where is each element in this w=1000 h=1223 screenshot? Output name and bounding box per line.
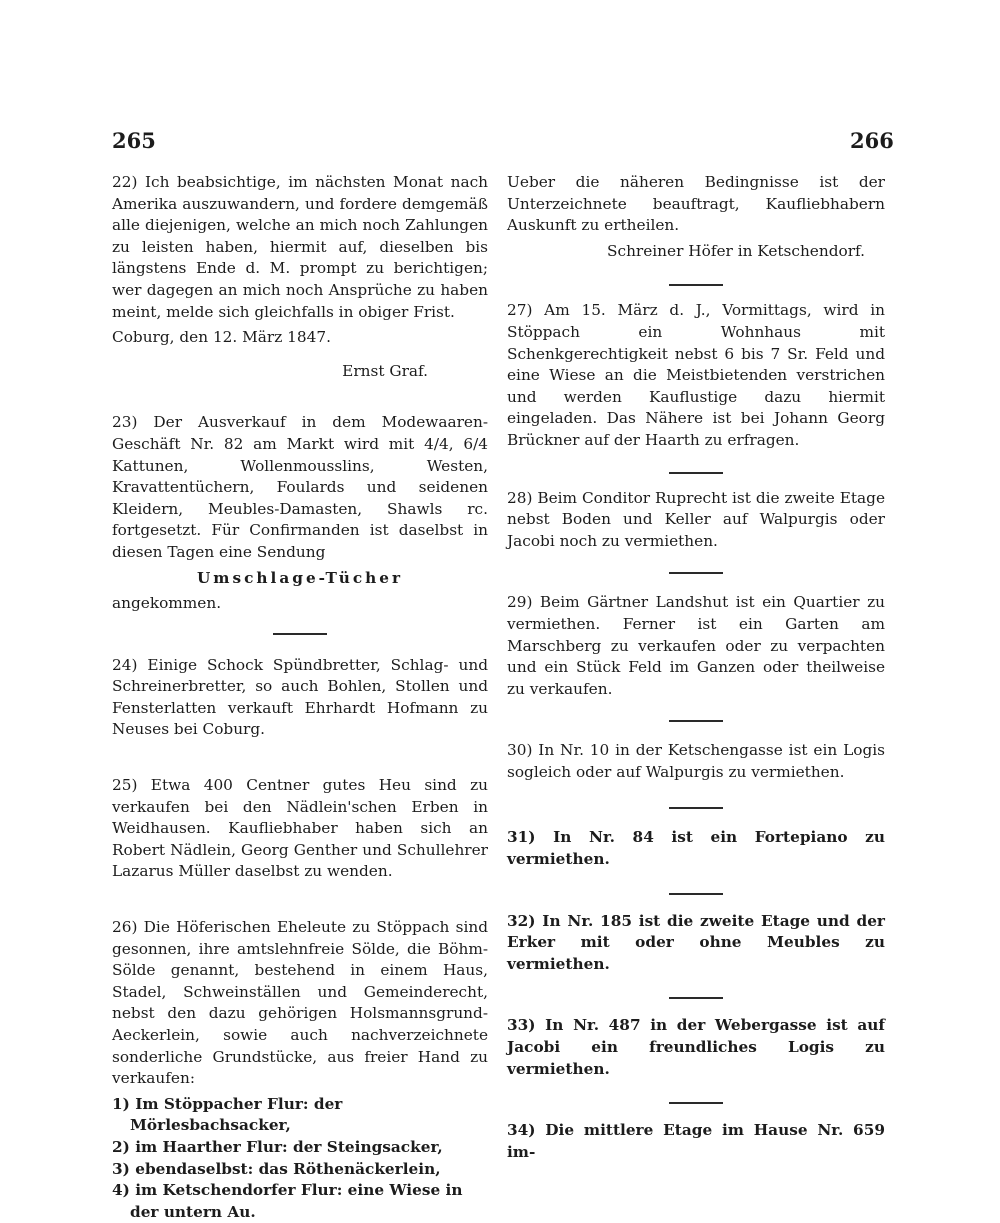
separator-rule	[669, 572, 723, 574]
separator-rule	[669, 472, 723, 474]
separator-rule	[669, 284, 723, 286]
notice-27: 27) Am 15. März d. J., Vormittags, wird in Stöppach ein Wohnhaus mit Schenkgerechtigkeit nebst 6 bis 7 Sr. Feld und eine Wiese an die Meistbietenden verstrichen und werden Kauflustige dazu hiermit eingeladen. Das Nähere ist bei Johann Georg Brückner auf der Haarth zu erfragen.	[507, 301, 885, 449]
list-item: 2) im Haarther Flur: der Steingsacker,	[112, 1137, 443, 1156]
right-column	[507, 172, 885, 1163]
notice-32: 32) In Nr. 185 ist die zweite Etage und der Erker mit oder ohne Meubles zu vermiethen.	[507, 911, 885, 973]
separator-rule	[669, 807, 723, 809]
left-column	[112, 172, 488, 1223]
notice-29: 29) Beim Gärtner Landshut ist ein Quartier zu vermiethen. Ferner ist ein Garten am Marschberg zu verkaufen oder zu verpachten und ein Stück Feld im Ganzen oder theilweise zu verkaufen.	[507, 593, 885, 698]
notice-34: 34) Die mittlere Etage im Hause Nr. 659 im-	[507, 1121, 885, 1161]
notice-30: 30) In Nr. 10 in der Ketschengasse ist ein Logis sogleich oder auf Walpurgis zu vermiethen.	[507, 741, 885, 781]
notice-26-signature: Schreiner Höfer in Ketschendorf.	[607, 241, 865, 260]
notice-22-place-date: Coburg, den 12. März 1847.	[112, 328, 331, 347]
separator-rule	[669, 720, 723, 722]
list-item: 3) ebendaselbst: das Röthenäckerlein,	[112, 1159, 441, 1178]
notice-26-continued: Ueber die näheren Bedingnisse ist der Unterzeichnete beauftragt, Kaufliebhabern Auskunft zu ertheilen.	[507, 173, 885, 235]
notice-22-signature: Ernst Graf.	[342, 361, 428, 380]
separator-rule	[669, 1102, 723, 1104]
notice-23: 23) Der Ausverkauf in dem Modewaaren-Geschäft Nr. 82 am Markt wird mit 4/4, 6/4 Kattunen, Wollenmousslins, Westen, Kravattentüchern, Foulards und seidenen Kleidern, Meubles-Damasten, Shawls rc. fortgesetzt. Für Confirmanden ist daselbst in diesen Tagen eine Sendung	[112, 413, 488, 561]
notice-33: 33) In Nr. 487 in der Webergasse ist auf Jacobi ein freundliches Logis zu vermiethen.	[507, 1016, 885, 1078]
page-number-right: 266	[850, 128, 894, 153]
separator-rule	[669, 997, 723, 999]
list-item: 4) im Ketschendorfer Flur: eine Wiese in der untern Au.	[112, 1181, 463, 1221]
notice-31: 31) In Nr. 84 ist ein Fortepiano zu vermiethen.	[507, 828, 885, 869]
notice-25: 25) Etwa 400 Centner gutes Heu sind zu verkaufen bei den Nädlein'schen Erben in Weidhausen. Kaufliebhaber haben sich an Robert Nädlein, Georg Genther und Schullehrer Lazarus Müller daselbst zu wenden.	[112, 776, 488, 881]
notice-24: 24) Einige Schock Spündbretter, Schlag- und Schreinerbretter, so auch Bohlen, Stollen und Fensterlatten verkauft Ehrhardt Hofmann zu Neuses bei Coburg.	[112, 655, 488, 739]
list-item: 1) Im Stöppacher Flur: der Mörlesbachsacker,	[112, 1094, 343, 1135]
notice-26-list	[112, 1094, 488, 1223]
separator-rule	[669, 893, 723, 895]
separator-rule	[273, 633, 327, 635]
notice-26: 26) Die Höferischen Eheleute zu Stöppach sind gesonnen, ihre amtslehnfreie Sölde, die Böhm-Sölde genannt, bestehend in einem Haus, Stadel, Schweinställen und Gemeinderecht, nebst den dazu gehörigen Holsmannsgrund-Aeckerlein, sowie auch nachverzeichnete sonderliche Grundstücke, aus freier Hand zu verkaufen:	[112, 918, 488, 1088]
notice-23-end: angekommen.	[112, 594, 222, 613]
notice-28: 28) Beim Conditor Ruprecht ist die zweite Etage nebst Boden und Keller auf Walpurgis oder Jacobi noch zu vermiethen.	[507, 488, 885, 550]
notice-23-spaced-text: Umschlage-Tücher	[196, 568, 404, 587]
page-number-left: 265	[112, 128, 156, 153]
notice-22: 22) Ich beabsichtige, im nächsten Monat nach Amerika auszuwandern, und fordere demgemäß alle diejenigen, welche an mich noch Zahlungen zu leisten haben, hiermit auf, dieselben bis längstens Ende d. M. prompt zu berichtigen; wer dagegen an mich noch Ansprüche zu haben meint, melde sich gleichfalls in obiger Frist.	[112, 173, 488, 321]
